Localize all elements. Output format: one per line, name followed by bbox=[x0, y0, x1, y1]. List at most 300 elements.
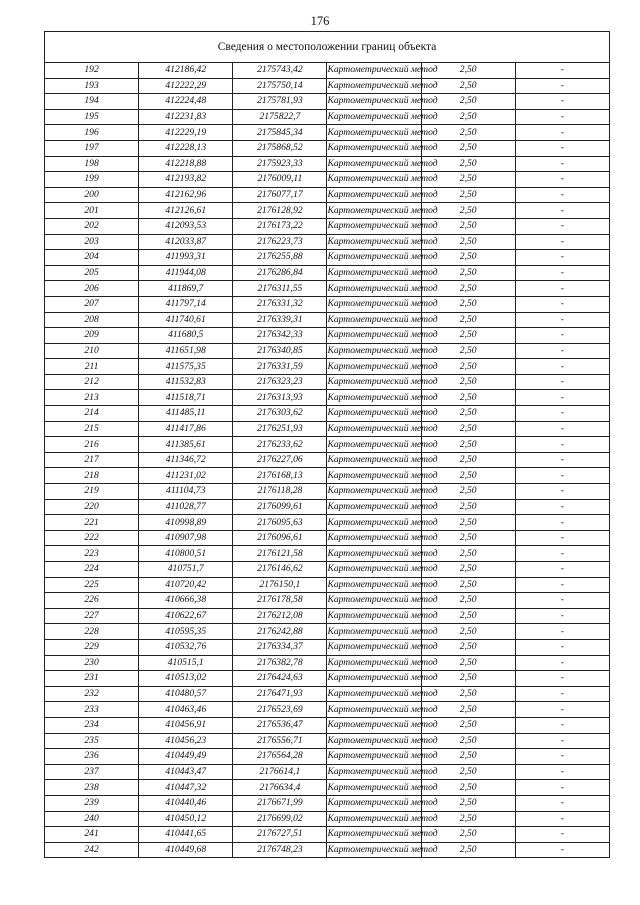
table-row bbox=[45, 406, 610, 422]
cell-coord-x: 412231,83 bbox=[139, 109, 233, 125]
cell-point-number: 217 bbox=[45, 452, 139, 468]
cell-coord-x: 411485,11 bbox=[139, 406, 233, 422]
cell-coord-x: 410800,51 bbox=[139, 546, 233, 562]
cell-accuracy: 2,50 bbox=[421, 437, 515, 453]
cell-point-number: 242 bbox=[45, 842, 139, 858]
cell-coord-x: 411740,61 bbox=[139, 312, 233, 328]
table-row bbox=[45, 546, 610, 562]
table-row bbox=[45, 577, 610, 593]
cell-description: - bbox=[515, 296, 609, 312]
cell-point-number: 203 bbox=[45, 234, 139, 250]
cell-coord-y: 2176303,62 bbox=[233, 406, 327, 422]
boundary-coordinates-table bbox=[44, 31, 610, 858]
cell-coord-x: 411944,08 bbox=[139, 265, 233, 281]
cell-coord-y: 2175743,42 bbox=[233, 63, 327, 79]
cell-accuracy: 2,50 bbox=[421, 265, 515, 281]
cell-method: Картометрический метод bbox=[327, 281, 421, 297]
table-row bbox=[45, 671, 610, 687]
cell-coord-y: 2176096,61 bbox=[233, 530, 327, 546]
cell-description: - bbox=[515, 406, 609, 422]
cell-description: - bbox=[515, 125, 609, 141]
cell-point-number: 233 bbox=[45, 702, 139, 718]
cell-description: - bbox=[515, 265, 609, 281]
table-row bbox=[45, 203, 610, 219]
cell-coord-y: 2176313,93 bbox=[233, 390, 327, 406]
cell-method: Картометрический метод bbox=[327, 452, 421, 468]
cell-point-number: 199 bbox=[45, 172, 139, 188]
cell-coord-x: 411346,72 bbox=[139, 452, 233, 468]
cell-point-number: 229 bbox=[45, 639, 139, 655]
cell-description: - bbox=[515, 281, 609, 297]
cell-point-number: 211 bbox=[45, 359, 139, 375]
cell-accuracy: 2,50 bbox=[421, 515, 515, 531]
page-number: 176 bbox=[310, 14, 330, 28]
table-row bbox=[45, 78, 610, 94]
cell-accuracy: 2,50 bbox=[421, 733, 515, 749]
cell-coord-x: 410441,65 bbox=[139, 827, 233, 843]
cell-coord-x: 412126,61 bbox=[139, 203, 233, 219]
cell-coord-y: 2176536,47 bbox=[233, 717, 327, 733]
cell-description: - bbox=[515, 842, 609, 858]
cell-point-number: 195 bbox=[45, 109, 139, 125]
cell-coord-x: 410449,49 bbox=[139, 749, 233, 765]
cell-coord-x: 410532,76 bbox=[139, 639, 233, 655]
cell-coord-y: 2176334,37 bbox=[233, 639, 327, 655]
table-row bbox=[45, 172, 610, 188]
cell-accuracy: 2,50 bbox=[421, 780, 515, 796]
cell-method: Картометрический метод bbox=[327, 827, 421, 843]
cell-accuracy: 2,50 bbox=[421, 250, 515, 266]
cell-coord-x: 410480,57 bbox=[139, 686, 233, 702]
table-row bbox=[45, 374, 610, 390]
cell-method: Картометрический метод bbox=[327, 94, 421, 110]
cell-coord-y: 2176146,62 bbox=[233, 562, 327, 578]
cell-method: Картометрический метод bbox=[327, 686, 421, 702]
table-row bbox=[45, 94, 610, 110]
cell-accuracy: 2,50 bbox=[421, 764, 515, 780]
table-row bbox=[45, 827, 610, 843]
cell-coord-y: 2176727,51 bbox=[233, 827, 327, 843]
cell-point-number: 208 bbox=[45, 312, 139, 328]
cell-accuracy: 2,50 bbox=[421, 842, 515, 858]
cell-point-number: 239 bbox=[45, 795, 139, 811]
cell-coord-x: 412033,87 bbox=[139, 234, 233, 250]
cell-description: - bbox=[515, 624, 609, 640]
cell-method: Картометрический метод bbox=[327, 546, 421, 562]
table-row bbox=[45, 515, 610, 531]
cell-accuracy: 2,50 bbox=[421, 125, 515, 141]
cell-description: - bbox=[515, 437, 609, 453]
cell-coord-x: 410515,1 bbox=[139, 655, 233, 671]
cell-coord-x: 412218,88 bbox=[139, 156, 233, 172]
cell-coord-y: 2176095,63 bbox=[233, 515, 327, 531]
cell-description: - bbox=[515, 811, 609, 827]
cell-description: - bbox=[515, 515, 609, 531]
cell-coord-x: 412193,82 bbox=[139, 172, 233, 188]
cell-accuracy: 2,50 bbox=[421, 328, 515, 344]
cell-description: - bbox=[515, 827, 609, 843]
cell-coord-y: 2175845,34 bbox=[233, 125, 327, 141]
cell-point-number: 213 bbox=[45, 390, 139, 406]
cell-accuracy: 2,50 bbox=[421, 218, 515, 234]
cell-accuracy: 2,50 bbox=[421, 343, 515, 359]
cell-coord-y: 2176168,13 bbox=[233, 468, 327, 484]
cell-accuracy: 2,50 bbox=[421, 717, 515, 733]
cell-accuracy: 2,50 bbox=[421, 187, 515, 203]
cell-method: Картометрический метод bbox=[327, 655, 421, 671]
cell-coord-y: 2176523,69 bbox=[233, 702, 327, 718]
table-row bbox=[45, 281, 610, 297]
cell-description: - bbox=[515, 484, 609, 500]
cell-coord-y: 2176173,22 bbox=[233, 218, 327, 234]
cell-description: - bbox=[515, 140, 609, 156]
cell-coord-y: 2176340,85 bbox=[233, 343, 327, 359]
cell-method: Картометрический метод bbox=[327, 328, 421, 344]
table-row bbox=[45, 639, 610, 655]
cell-point-number: 201 bbox=[45, 203, 139, 219]
cell-accuracy: 2,50 bbox=[421, 359, 515, 375]
cell-accuracy: 2,50 bbox=[421, 374, 515, 390]
cell-coord-x: 410622,67 bbox=[139, 608, 233, 624]
cell-coord-y: 2176178,58 bbox=[233, 593, 327, 609]
cell-description: - bbox=[515, 94, 609, 110]
cell-description: - bbox=[515, 717, 609, 733]
cell-coord-x: 411680,5 bbox=[139, 328, 233, 344]
cell-accuracy: 2,50 bbox=[421, 203, 515, 219]
cell-description: - bbox=[515, 172, 609, 188]
cell-description: - bbox=[515, 250, 609, 266]
cell-accuracy: 2,50 bbox=[421, 296, 515, 312]
cell-description: - bbox=[515, 562, 609, 578]
cell-accuracy: 2,50 bbox=[421, 749, 515, 765]
cell-point-number: 204 bbox=[45, 250, 139, 266]
cell-method: Картометрический метод bbox=[327, 530, 421, 546]
cell-point-number: 218 bbox=[45, 468, 139, 484]
cell-point-number: 194 bbox=[45, 94, 139, 110]
cell-method: Картометрический метод bbox=[327, 296, 421, 312]
cell-description: - bbox=[515, 795, 609, 811]
cell-method: Картометрический метод bbox=[327, 406, 421, 422]
table-row bbox=[45, 359, 610, 375]
cell-coord-y: 2176251,93 bbox=[233, 421, 327, 437]
cell-coord-x: 410513,02 bbox=[139, 671, 233, 687]
cell-coord-y: 2176121,58 bbox=[233, 546, 327, 562]
cell-coord-y: 2176150,1 bbox=[233, 577, 327, 593]
cell-description: - bbox=[515, 499, 609, 515]
table-row bbox=[45, 187, 610, 203]
cell-description: - bbox=[515, 187, 609, 203]
cell-accuracy: 2,50 bbox=[421, 109, 515, 125]
cell-description: - bbox=[515, 764, 609, 780]
cell-coord-y: 2176424,63 bbox=[233, 671, 327, 687]
cell-coord-y: 2176286,84 bbox=[233, 265, 327, 281]
cell-accuracy: 2,50 bbox=[421, 795, 515, 811]
cell-point-number: 225 bbox=[45, 577, 139, 593]
cell-coord-y: 2176564,28 bbox=[233, 749, 327, 765]
cell-point-number: 210 bbox=[45, 343, 139, 359]
cell-method: Картометрический метод bbox=[327, 218, 421, 234]
cell-accuracy: 2,50 bbox=[421, 406, 515, 422]
table-row bbox=[45, 468, 610, 484]
cell-point-number: 212 bbox=[45, 374, 139, 390]
cell-point-number: 197 bbox=[45, 140, 139, 156]
table-row bbox=[45, 343, 610, 359]
cell-coord-x: 412228,13 bbox=[139, 140, 233, 156]
cell-coord-y: 2176077,17 bbox=[233, 187, 327, 203]
cell-method: Картометрический метод bbox=[327, 702, 421, 718]
table-row bbox=[45, 484, 610, 500]
cell-coord-y: 2176009,11 bbox=[233, 172, 327, 188]
table-row bbox=[45, 593, 610, 609]
cell-description: - bbox=[515, 156, 609, 172]
cell-point-number: 202 bbox=[45, 218, 139, 234]
cell-coord-y: 2176614,1 bbox=[233, 764, 327, 780]
cell-coord-x: 411869,7 bbox=[139, 281, 233, 297]
cell-accuracy: 2,50 bbox=[421, 390, 515, 406]
cell-coord-x: 410666,38 bbox=[139, 593, 233, 609]
table-title: Сведения о местоположении границ объекта bbox=[45, 32, 610, 63]
cell-accuracy: 2,50 bbox=[421, 686, 515, 702]
cell-coord-x: 410450,12 bbox=[139, 811, 233, 827]
cell-coord-y: 2175781,93 bbox=[233, 94, 327, 110]
cell-accuracy: 2,50 bbox=[421, 78, 515, 94]
cell-accuracy: 2,50 bbox=[421, 608, 515, 624]
cell-point-number: 215 bbox=[45, 421, 139, 437]
cell-coord-x: 412093,53 bbox=[139, 218, 233, 234]
cell-point-number: 234 bbox=[45, 717, 139, 733]
cell-coord-y: 2175750,14 bbox=[233, 78, 327, 94]
table-row bbox=[45, 125, 610, 141]
cell-coord-x: 410440,46 bbox=[139, 795, 233, 811]
cell-coord-x: 412222,29 bbox=[139, 78, 233, 94]
cell-method: Картометрический метод bbox=[327, 671, 421, 687]
table-row bbox=[45, 530, 610, 546]
cell-point-number: 227 bbox=[45, 608, 139, 624]
cell-accuracy: 2,50 bbox=[421, 827, 515, 843]
table-row bbox=[45, 686, 610, 702]
cell-method: Картометрический метод bbox=[327, 562, 421, 578]
cell-point-number: 235 bbox=[45, 733, 139, 749]
table-row bbox=[45, 390, 610, 406]
cell-point-number: 221 bbox=[45, 515, 139, 531]
cell-coord-x: 411417,86 bbox=[139, 421, 233, 437]
cell-coord-y: 2176556,71 bbox=[233, 733, 327, 749]
table-title-row bbox=[45, 32, 610, 63]
cell-coord-y: 2176671,99 bbox=[233, 795, 327, 811]
cell-accuracy: 2,50 bbox=[421, 639, 515, 655]
table-row bbox=[45, 140, 610, 156]
cell-description: - bbox=[515, 452, 609, 468]
cell-accuracy: 2,50 bbox=[421, 593, 515, 609]
cell-coord-x: 410907,98 bbox=[139, 530, 233, 546]
table-row bbox=[45, 234, 610, 250]
cell-method: Картометрический метод bbox=[327, 125, 421, 141]
table-row bbox=[45, 764, 610, 780]
cell-method: Картометрический метод bbox=[327, 749, 421, 765]
cell-description: - bbox=[515, 328, 609, 344]
cell-coord-x: 411518,71 bbox=[139, 390, 233, 406]
cell-point-number: 224 bbox=[45, 562, 139, 578]
table-row bbox=[45, 749, 610, 765]
table-row bbox=[45, 780, 610, 796]
cell-coord-x: 410447,32 bbox=[139, 780, 233, 796]
cell-method: Картометрический метод bbox=[327, 78, 421, 94]
table-row bbox=[45, 717, 610, 733]
cell-accuracy: 2,50 bbox=[421, 63, 515, 79]
cell-accuracy: 2,50 bbox=[421, 94, 515, 110]
table-row bbox=[45, 109, 610, 125]
cell-description: - bbox=[515, 655, 609, 671]
cell-point-number: 206 bbox=[45, 281, 139, 297]
cell-point-number: 226 bbox=[45, 593, 139, 609]
table-row bbox=[45, 250, 610, 266]
cell-description: - bbox=[515, 203, 609, 219]
cell-method: Картометрический метод bbox=[327, 359, 421, 375]
table-row bbox=[45, 437, 610, 453]
cell-description: - bbox=[515, 639, 609, 655]
cell-description: - bbox=[515, 702, 609, 718]
cell-coord-y: 2176634,4 bbox=[233, 780, 327, 796]
cell-coord-x: 411385,61 bbox=[139, 437, 233, 453]
table-row bbox=[45, 733, 610, 749]
cell-coord-y: 2175868,52 bbox=[233, 140, 327, 156]
table-row bbox=[45, 328, 610, 344]
table-row bbox=[45, 452, 610, 468]
cell-coord-y: 2176311,55 bbox=[233, 281, 327, 297]
cell-accuracy: 2,50 bbox=[421, 452, 515, 468]
table-row bbox=[45, 296, 610, 312]
cell-method: Картометрический метод bbox=[327, 343, 421, 359]
cell-coord-x: 412162,96 bbox=[139, 187, 233, 203]
cell-coord-x: 410456,91 bbox=[139, 717, 233, 733]
cell-accuracy: 2,50 bbox=[421, 546, 515, 562]
cell-method: Картометрический метод bbox=[327, 374, 421, 390]
cell-coord-x: 410998,89 bbox=[139, 515, 233, 531]
cell-coord-y: 2175923,33 bbox=[233, 156, 327, 172]
cell-point-number: 230 bbox=[45, 655, 139, 671]
cell-accuracy: 2,50 bbox=[421, 234, 515, 250]
cell-accuracy: 2,50 bbox=[421, 312, 515, 328]
cell-point-number: 220 bbox=[45, 499, 139, 515]
cell-point-number: 238 bbox=[45, 780, 139, 796]
table-row bbox=[45, 842, 610, 858]
table-row bbox=[45, 156, 610, 172]
cell-method: Картометрический метод bbox=[327, 437, 421, 453]
cell-method: Картометрический метод bbox=[327, 624, 421, 640]
cell-method: Картометрический метод bbox=[327, 312, 421, 328]
cell-point-number: 200 bbox=[45, 187, 139, 203]
cell-point-number: 209 bbox=[45, 328, 139, 344]
cell-description: - bbox=[515, 421, 609, 437]
cell-method: Картометрический метод bbox=[327, 203, 421, 219]
cell-description: - bbox=[515, 577, 609, 593]
cell-coord-x: 410595,35 bbox=[139, 624, 233, 640]
cell-method: Картометрический метод bbox=[327, 250, 421, 266]
cell-description: - bbox=[515, 780, 609, 796]
cell-coord-x: 410443,47 bbox=[139, 764, 233, 780]
cell-coord-x: 410463,46 bbox=[139, 702, 233, 718]
cell-method: Картометрический метод bbox=[327, 780, 421, 796]
cell-method: Картометрический метод bbox=[327, 156, 421, 172]
cell-accuracy: 2,50 bbox=[421, 530, 515, 546]
cell-description: - bbox=[515, 109, 609, 125]
cell-point-number: 240 bbox=[45, 811, 139, 827]
cell-accuracy: 2,50 bbox=[421, 811, 515, 827]
cell-coord-x: 410449,68 bbox=[139, 842, 233, 858]
cell-coord-x: 411104,73 bbox=[139, 484, 233, 500]
cell-point-number: 214 bbox=[45, 406, 139, 422]
cell-method: Картометрический метод bbox=[327, 764, 421, 780]
cell-description: - bbox=[515, 686, 609, 702]
cell-point-number: 198 bbox=[45, 156, 139, 172]
cell-method: Картометрический метод bbox=[327, 608, 421, 624]
cell-point-number: 219 bbox=[45, 484, 139, 500]
cell-coord-y: 2176223,73 bbox=[233, 234, 327, 250]
cell-coord-x: 410720,42 bbox=[139, 577, 233, 593]
cell-coord-y: 2176099,61 bbox=[233, 499, 327, 515]
cell-method: Картометрический метод bbox=[327, 109, 421, 125]
cell-description: - bbox=[515, 546, 609, 562]
cell-description: - bbox=[515, 63, 609, 79]
cell-description: - bbox=[515, 593, 609, 609]
cell-method: Картометрический метод bbox=[327, 515, 421, 531]
cell-coord-y: 2176331,59 bbox=[233, 359, 327, 375]
table-row bbox=[45, 702, 610, 718]
cell-coord-x: 410456,23 bbox=[139, 733, 233, 749]
cell-coord-x: 411797,14 bbox=[139, 296, 233, 312]
cell-method: Картометрический метод bbox=[327, 140, 421, 156]
cell-coord-y: 2176242,88 bbox=[233, 624, 327, 640]
cell-coord-y: 2175822,7 bbox=[233, 109, 327, 125]
cell-method: Картометрический метод bbox=[327, 265, 421, 281]
cell-method: Картометрический метод bbox=[327, 499, 421, 515]
cell-point-number: 237 bbox=[45, 764, 139, 780]
cell-coord-x: 411575,35 bbox=[139, 359, 233, 375]
cell-accuracy: 2,50 bbox=[421, 562, 515, 578]
cell-description: - bbox=[515, 359, 609, 375]
cell-description: - bbox=[515, 733, 609, 749]
cell-method: Картометрический метод bbox=[327, 639, 421, 655]
cell-point-number: 228 bbox=[45, 624, 139, 640]
cell-method: Картометрический метод bbox=[327, 484, 421, 500]
cell-point-number: 236 bbox=[45, 749, 139, 765]
cell-description: - bbox=[515, 608, 609, 624]
table-row bbox=[45, 655, 610, 671]
cell-coord-y: 2176471,93 bbox=[233, 686, 327, 702]
cell-method: Картометрический метод bbox=[327, 717, 421, 733]
cell-method: Картометрический метод bbox=[327, 63, 421, 79]
cell-point-number: 222 bbox=[45, 530, 139, 546]
cell-description: - bbox=[515, 374, 609, 390]
cell-method: Картометрический метод bbox=[327, 468, 421, 484]
boundary-table-frame bbox=[44, 31, 610, 858]
cell-coord-x: 412186,42 bbox=[139, 63, 233, 79]
cell-coord-x: 411532,83 bbox=[139, 374, 233, 390]
table-row bbox=[45, 499, 610, 515]
cell-description: - bbox=[515, 78, 609, 94]
cell-accuracy: 2,50 bbox=[421, 671, 515, 687]
cell-method: Картометрический метод bbox=[327, 593, 421, 609]
cell-point-number: 192 bbox=[45, 63, 139, 79]
cell-coord-x: 411028,77 bbox=[139, 499, 233, 515]
cell-coord-y: 2176227,06 bbox=[233, 452, 327, 468]
cell-point-number: 216 bbox=[45, 437, 139, 453]
cell-accuracy: 2,50 bbox=[421, 421, 515, 437]
cell-point-number: 232 bbox=[45, 686, 139, 702]
cell-coord-y: 2176342,33 bbox=[233, 328, 327, 344]
cell-description: - bbox=[515, 390, 609, 406]
cell-accuracy: 2,50 bbox=[421, 172, 515, 188]
